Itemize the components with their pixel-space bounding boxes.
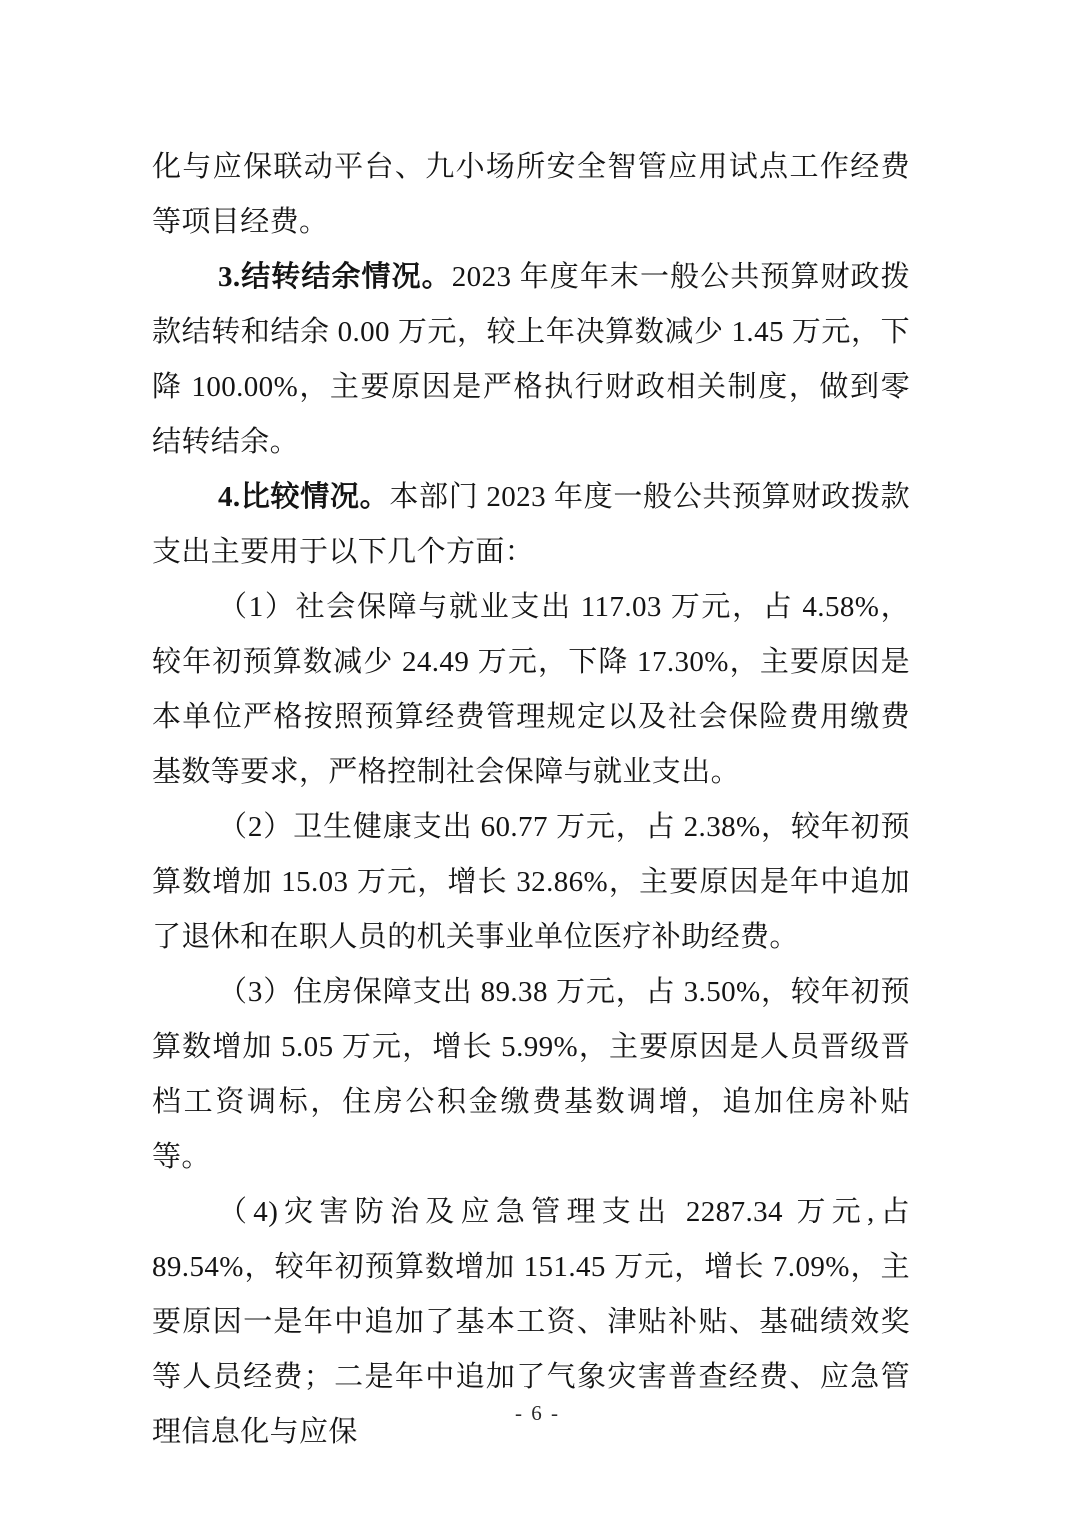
document-body (152, 140, 910, 1460)
paragraph-text: （4)灾害防治及应急管理支出 2287.34 万元,占 89.54%，较年初预算数增加 151.45 万元，增长 7.09%，主要原因一是年中追加了基本工资、津贴补贴、基础绩效奖等人员经费；二是年中追加了气象灾害普查经费、应急管理信息化与应保 (152, 1196, 910, 1448)
paragraph-text: 化与应保联动平台、九小场所安全智管应用试点工作经费等项目经费。 (152, 151, 910, 238)
paragraph (152, 470, 910, 580)
paragraph-text: （2）卫生健康支出 60.77 万元，占 2.38%，较年初预算数增加 15.03 万元，增长 32.86%，主要原因是年中追加了退休和在职人员的机关事业单位医疗补助经费。 (152, 811, 910, 953)
paragraph-text: （1）社会保障与就业支出 117.03 万元，占 4.58%，较年初预算数减少 24.49 万元，下降 17.30%，主要原因是本单位严格按照预算经费管理规定以及社会保险费用缴费基数等要求，严格控制社会保障与就业支出。 (152, 591, 910, 788)
paragraph (152, 140, 910, 250)
paragraph-text: 2023 年度年末一般公共预算财政拨款结转和结余 0.00 万元，较上年决算数减少 1.45 万元，下降 100.00%，主要原因是严格执行财政相关制度，做到零结转结余。 (152, 261, 910, 458)
page-footer (0, 1398, 1075, 1428)
paragraph-text: （3）住房保障支出 89.38 万元，占 3.50%，较年初预算数增加 5.05 万元，增长 5.99%，主要原因是人员晋级晋档工资调标，住房公积金缴费基数调增，追加住房补贴等。 (152, 976, 910, 1173)
page-number: - 6 - (515, 1401, 560, 1425)
paragraph (152, 580, 910, 800)
paragraph (152, 800, 910, 965)
paragraph (152, 965, 910, 1185)
paragraph-heading: 4.比较情况。 (218, 481, 390, 513)
paragraph-text: 本部门 2023 年度一般公共预算财政拨款支出主要用于以下几个方面： (152, 481, 910, 568)
paragraph-heading: 3.结转结余情况。 (218, 261, 452, 293)
paragraph (152, 250, 910, 470)
